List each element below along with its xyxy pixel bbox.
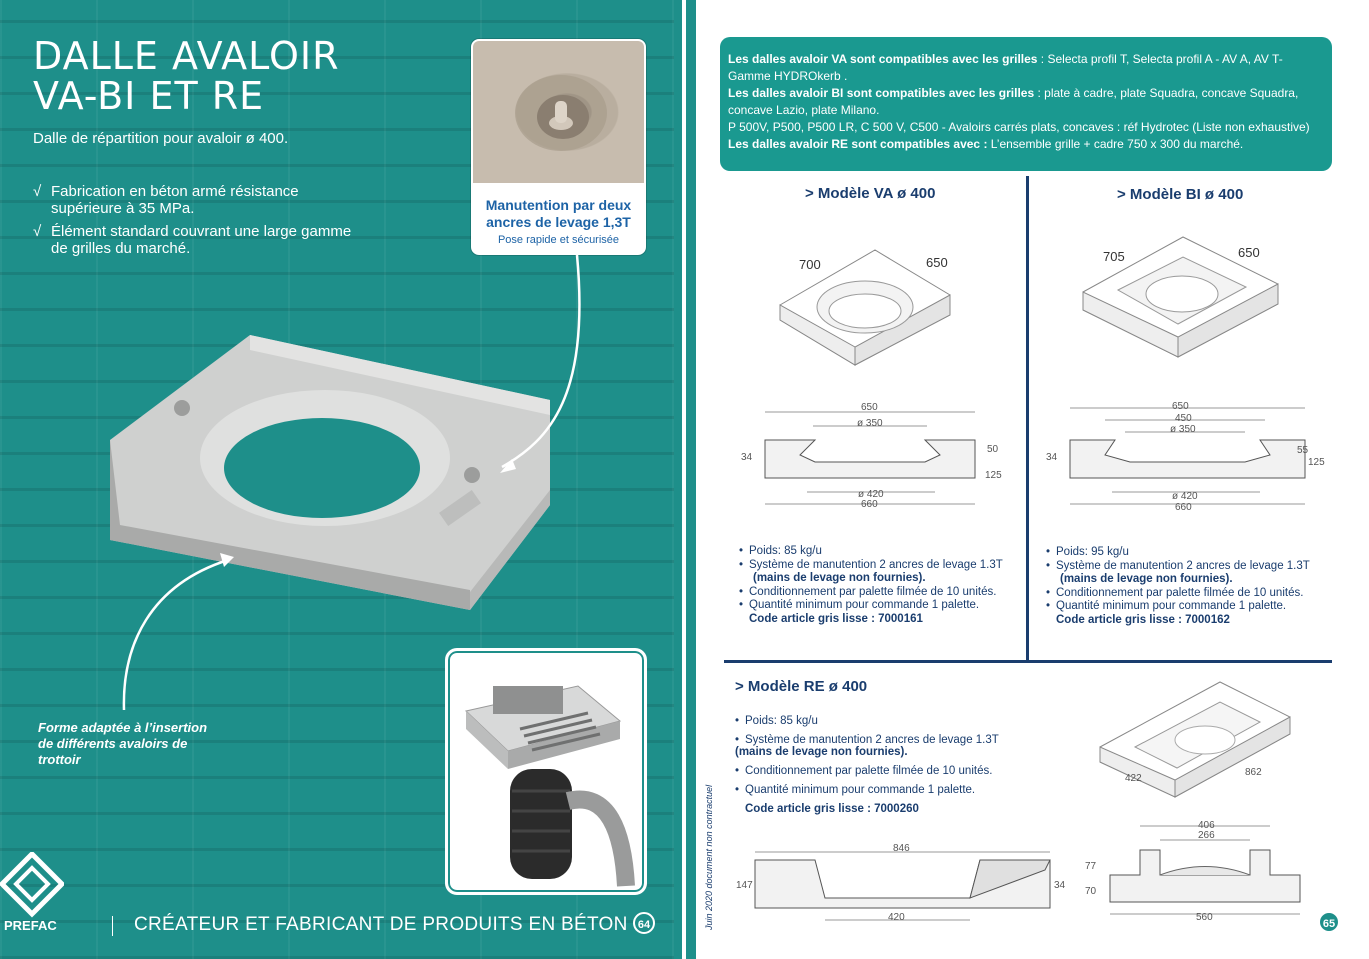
spec-item: • Conditionnement par palette filmée de 10 unités.: [735, 762, 1035, 781]
check-icon: √: [33, 183, 42, 200]
drain-grate-photo-card: [445, 648, 647, 895]
spec-item: • Poids: 85 kg/u: [735, 712, 1035, 731]
lifting-anchor-photo: [473, 41, 644, 183]
spec-item: • Conditionnement par palette filmée de 10 unités.: [1046, 587, 1331, 601]
re-end-dim: 406: [1198, 820, 1215, 831]
bi-dim-label: 650: [1238, 245, 1260, 260]
re-end-dim: 77: [1085, 861, 1097, 872]
va-section-dim: 34: [741, 452, 753, 463]
article-code: Code article gris lisse : 7000162: [1056, 613, 1230, 626]
bi-section-dim: ø 420: [1172, 491, 1198, 502]
page-number-left: 64: [633, 912, 655, 934]
va-model-heading: > Modèle VA ø 400: [805, 185, 936, 202]
re-dim-label: 862: [1245, 767, 1262, 778]
va-dim-label: 700: [799, 257, 821, 272]
spec-item: • Conditionnement par palette filmée de 10 unités.: [739, 586, 1019, 600]
spec-item: • Quantité minimum pour commande 1 palette.: [735, 781, 1035, 800]
compat-line: Les dalles avaloir BI sont compatibles avec les grilles : plate à cadre, plate Squadra, concave Squadra, concave Lazio, plate Milano.: [728, 86, 1299, 117]
va-section-dim: 125: [985, 470, 1002, 481]
spec-item: • Système de manutention 2 ancres de levage 1.3T: [1046, 560, 1331, 574]
feature-item: √ Élément standard couvrant une large gamme de grilles du marché.: [33, 223, 352, 257]
article-code: Code article gris lisse : 7000260: [745, 803, 919, 815]
photo-subcaption: Pose rapide et sécurisée: [497, 234, 620, 246]
footer-separator: [112, 916, 113, 936]
re-section-dim: 420: [888, 912, 905, 923]
photo-caption: Manutention par deux ancres de levage 1,3T: [485, 197, 632, 230]
callout-arrows: [120, 255, 590, 715]
bi-section-dim: 660: [1175, 502, 1192, 513]
compat-line: P 500V, P500, P500 LR, C 500 V, C500 - Avaloirs carrés plats, concaves : réf Hydrotec (Liste non exhaustive): [728, 120, 1310, 134]
brand-name: PREFAC: [4, 918, 57, 933]
page-title: [33, 36, 453, 116]
re-section-dim: 34: [1054, 880, 1066, 891]
spec-item: • Quantité minimum pour commande 1 palette.: [739, 599, 1019, 613]
page-number-right: 65: [1318, 911, 1340, 933]
re-end-dim: 266: [1198, 830, 1215, 841]
lifting-anchor-photo-card: [471, 39, 646, 255]
article-code: Code article gris lisse : 7000161: [749, 612, 923, 625]
title-line-1: DALLE AVALOIR: [33, 34, 340, 78]
row-divider: [724, 660, 1332, 663]
bi-section-dim: ø 350: [1170, 424, 1196, 435]
bi-section-dim: 650: [1172, 401, 1189, 412]
bi-section-dim: 450: [1175, 413, 1192, 424]
bi-section-dim: 125: [1308, 457, 1325, 468]
re-end-dim: 70: [1085, 886, 1097, 897]
re-dim-label: 422: [1125, 773, 1142, 784]
book-spine: [674, 0, 696, 959]
va-section-dim: 50: [987, 444, 999, 455]
spec-item: • Poids: 85 kg/u: [739, 545, 1019, 559]
bi-spec-list: [1046, 546, 1331, 627]
feature-item: √ Fabrication en béton armé résistance supérieure à 35 MPa.: [33, 183, 299, 217]
va-section-dim: 650: [861, 402, 878, 413]
compat-line: Les dalles avaloir VA sont compatibles avec les grilles : Selecta profil T, Selecta profil A - AV A, AV T- Gamme HYDROkerb .: [728, 52, 1283, 83]
compat-line: Les dalles avaloir RE sont compatibles avec : L’ensemble grille + cadre 750 x 300 du marché.: [728, 137, 1244, 151]
shape-callout-label: Forme adaptée à l’insertion de différents avaloirs de trottoir: [38, 720, 208, 767]
anchor-hole-illustration: [473, 41, 644, 183]
re-end-dim: 560: [1196, 912, 1213, 923]
spec-item: • Système de manutention 2 ancres de levage 1.3T: [739, 559, 1019, 573]
bi-dim-label: 705: [1103, 249, 1125, 264]
va-section-dim: ø 350: [857, 418, 883, 429]
spec-item: • Quantité minimum pour commande 1 palette.: [1046, 600, 1331, 614]
spec-note: (mains de levage non fournies).: [735, 746, 908, 758]
bi-section-dim: 34: [1046, 452, 1058, 463]
check-icon: √: [33, 223, 42, 240]
va-spec-list: [739, 545, 1019, 626]
bi-model-heading: > Modèle BI ø 400: [1117, 186, 1244, 203]
spec-item: • Poids: 95 kg/u: [1046, 546, 1331, 560]
spec-item: • Système de manutention 2 ancres de levage 1.3T: [735, 731, 1035, 750]
re-spec-list: [735, 712, 1035, 819]
va-section-dim: ø 420: [858, 489, 884, 500]
disclaimer-note: Juin 2020 document non contractuel: [704, 784, 714, 930]
feature-list: [33, 183, 363, 263]
va-section-dim: 660: [861, 499, 878, 510]
va-dim-label: 650: [926, 255, 948, 270]
page-subtitle: Dalle de répartition pour avaloir ø 400.: [33, 130, 289, 147]
column-divider: [1026, 176, 1029, 660]
drain-grate-illustration: [448, 651, 644, 892]
re-model-heading: > Modèle RE ø 400: [735, 678, 868, 695]
footer-tagline: CRÉATEUR ET FABRICANT DE PRODUITS EN BÉTON: [134, 914, 628, 935]
title-line-2: VA-BI ET RE: [33, 74, 265, 118]
re-section-dim: 846: [893, 843, 910, 854]
compatibility-box: [720, 37, 1332, 171]
spec-note: (mains de levage non fournies).: [753, 572, 926, 584]
re-section-dim: 147: [736, 880, 753, 891]
spec-note: (mains de levage non fournies).: [1060, 573, 1233, 585]
left-page: [0, 0, 674, 959]
bi-section-dim: 55: [1297, 445, 1309, 456]
